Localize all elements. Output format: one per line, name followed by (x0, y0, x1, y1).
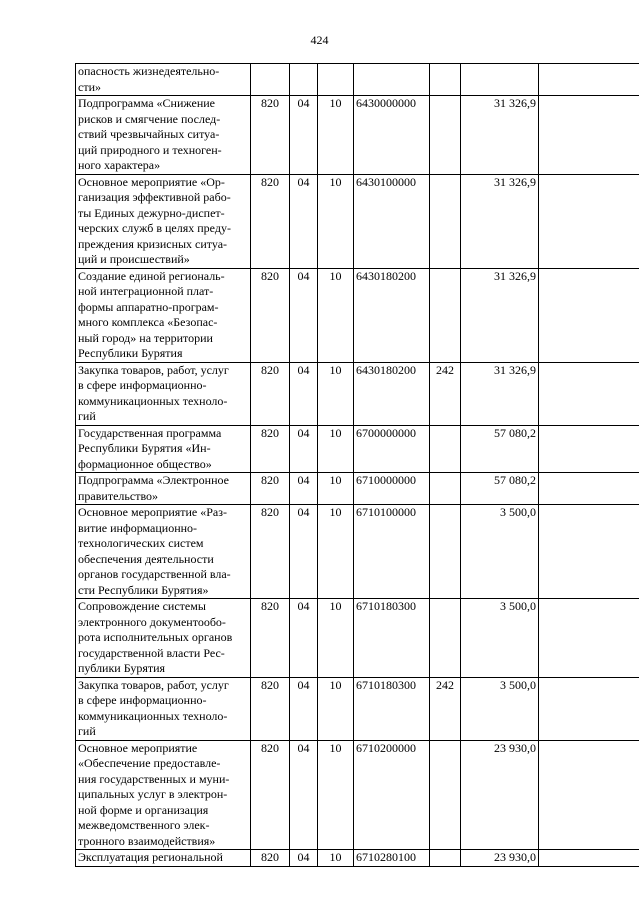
subsection-code-cell: 10 (318, 677, 354, 740)
admin-code-cell: 820 (251, 677, 290, 740)
target-article-cell: 6710100000 (354, 505, 430, 599)
expense-type-cell (430, 740, 461, 850)
row-name-cell: Закупка товаров, работ, услуг в сфере информационно- коммуникационных техноло- гий (76, 677, 251, 740)
admin-code-cell: 820 (251, 425, 290, 473)
row-name-cell: Подпрограмма «Электронное правительство» (76, 473, 251, 505)
expense-type-cell (430, 425, 461, 473)
table-row (76, 174, 639, 268)
row-name-cell: Создание единой региональ- ной интеграционной плат- формы аппаратно-програм- много комплекса «Безопас- ный город» на территории Республики Бурятия (76, 268, 251, 362)
extra-amount-cell (539, 64, 639, 96)
subsection-code-cell: 10 (318, 268, 354, 362)
table-row (76, 64, 639, 96)
row-name-cell: Сопровождение системы электронного документообо- рота исполнительных органов государственной власти Рес- публики Бурятия (76, 599, 251, 678)
target-article-cell: 6710280100 (354, 850, 430, 867)
row-name-cell: Основное мероприятие «Раз- витие информационно- технологических систем обеспечения деятельности органов государственной вла- сти Республики Бурятия» (76, 505, 251, 599)
subsection-code-cell: 10 (318, 740, 354, 850)
expense-type-cell (430, 850, 461, 867)
expense-type-cell: 242 (430, 362, 461, 425)
row-name-cell: Подпрограмма «Снижение рисков и смягчение послед- ствий чрезвычайных ситуа- ций природного и техноген- ного характера» (76, 96, 251, 175)
expense-type-cell (430, 473, 461, 505)
expense-type-cell: 242 (430, 677, 461, 740)
page-number: 424 (310, 33, 329, 47)
subsection-code-cell: 10 (318, 599, 354, 678)
table-row (76, 505, 639, 599)
row-name-cell: опасность жизнедеятельно- сти» (76, 64, 251, 96)
amount-cell: 31 326,9 (461, 362, 539, 425)
table-row (76, 425, 639, 473)
section-code-cell: 04 (290, 473, 318, 505)
amount-cell (461, 64, 539, 96)
admin-code-cell: 820 (251, 96, 290, 175)
table-row (76, 740, 639, 850)
amount-cell: 31 326,9 (461, 174, 539, 268)
section-code-cell: 04 (290, 96, 318, 175)
expense-type-cell (430, 174, 461, 268)
section-code-cell: 04 (290, 740, 318, 850)
expense-type-cell (430, 505, 461, 599)
row-name-cell: Государственная программа Республики Бурятия «Ин- формационное общество» (76, 425, 251, 473)
section-code-cell: 04 (290, 362, 318, 425)
subsection-code-cell: 10 (318, 505, 354, 599)
budget-table (75, 63, 639, 867)
extra-amount-cell (539, 677, 639, 740)
admin-code-cell: 820 (251, 268, 290, 362)
target-article-cell: 6710180300 (354, 677, 430, 740)
section-code-cell: 04 (290, 425, 318, 473)
subsection-code-cell (318, 64, 354, 96)
extra-amount-cell (539, 505, 639, 599)
subsection-code-cell: 10 (318, 174, 354, 268)
section-code-cell: 04 (290, 505, 318, 599)
subsection-code-cell: 10 (318, 362, 354, 425)
table-row (76, 268, 639, 362)
extra-amount-cell (539, 740, 639, 850)
expense-type-cell (430, 268, 461, 362)
subsection-code-cell: 10 (318, 473, 354, 505)
extra-amount-cell (539, 174, 639, 268)
row-name-cell: Закупка товаров, работ, услуг в сфере информационно- коммуникационных техноло- гий (76, 362, 251, 425)
amount-cell: 57 080,2 (461, 425, 539, 473)
section-code-cell: 04 (290, 850, 318, 867)
admin-code-cell: 820 (251, 599, 290, 678)
amount-cell: 3 500,0 (461, 677, 539, 740)
target-article-cell (354, 64, 430, 96)
expense-type-cell (430, 96, 461, 175)
admin-code-cell: 820 (251, 850, 290, 867)
target-article-cell: 6430100000 (354, 174, 430, 268)
admin-code-cell (251, 64, 290, 96)
admin-code-cell: 820 (251, 740, 290, 850)
table-row (76, 362, 639, 425)
section-code-cell: 04 (290, 174, 318, 268)
row-name-cell: Основное мероприятие «Ор- ганизация эффективной рабо- ты Единых дежурно-диспет- черских служб в целях преду- преждения кризисных ситуа- ций и происшествий» (76, 174, 251, 268)
extra-amount-cell (539, 850, 639, 867)
amount-cell: 31 326,9 (461, 268, 539, 362)
target-article-cell: 6710200000 (354, 740, 430, 850)
admin-code-cell: 820 (251, 362, 290, 425)
table-row (76, 677, 639, 740)
amount-cell: 57 080,2 (461, 473, 539, 505)
target-article-cell: 6710180300 (354, 599, 430, 678)
row-name-cell: Эксплуатация региональной (76, 850, 251, 867)
target-article-cell: 6430000000 (354, 96, 430, 175)
amount-cell: 3 500,0 (461, 505, 539, 599)
row-name-cell: Основное мероприятие «Обеспечение предоставле- ния государственных и муни- ципальных услуг в электрон- ной форме и организация межведомственного элек- тронного взаимодействия» (76, 740, 251, 850)
section-code-cell: 04 (290, 599, 318, 678)
table-row (76, 96, 639, 175)
table-row (76, 599, 639, 678)
admin-code-cell: 820 (251, 174, 290, 268)
amount-cell: 31 326,9 (461, 96, 539, 175)
subsection-code-cell: 10 (318, 850, 354, 867)
target-article-cell: 6710000000 (354, 473, 430, 505)
target-article-cell: 6700000000 (354, 425, 430, 473)
admin-code-cell: 820 (251, 505, 290, 599)
extra-amount-cell (539, 268, 639, 362)
target-article-cell: 6430180200 (354, 362, 430, 425)
extra-amount-cell (539, 473, 639, 505)
amount-cell: 3 500,0 (461, 599, 539, 678)
amount-cell: 23 930,0 (461, 740, 539, 850)
extra-amount-cell (539, 425, 639, 473)
expense-type-cell (430, 599, 461, 678)
subsection-code-cell: 10 (318, 425, 354, 473)
target-article-cell: 6430180200 (354, 268, 430, 362)
extra-amount-cell (539, 599, 639, 678)
amount-cell: 23 930,0 (461, 850, 539, 867)
section-code-cell (290, 64, 318, 96)
subsection-code-cell: 10 (318, 96, 354, 175)
extra-amount-cell (539, 362, 639, 425)
table-row (76, 850, 639, 867)
section-code-cell: 04 (290, 268, 318, 362)
extra-amount-cell (539, 96, 639, 175)
table-row (76, 473, 639, 505)
expense-type-cell (430, 64, 461, 96)
section-code-cell: 04 (290, 677, 318, 740)
admin-code-cell: 820 (251, 473, 290, 505)
